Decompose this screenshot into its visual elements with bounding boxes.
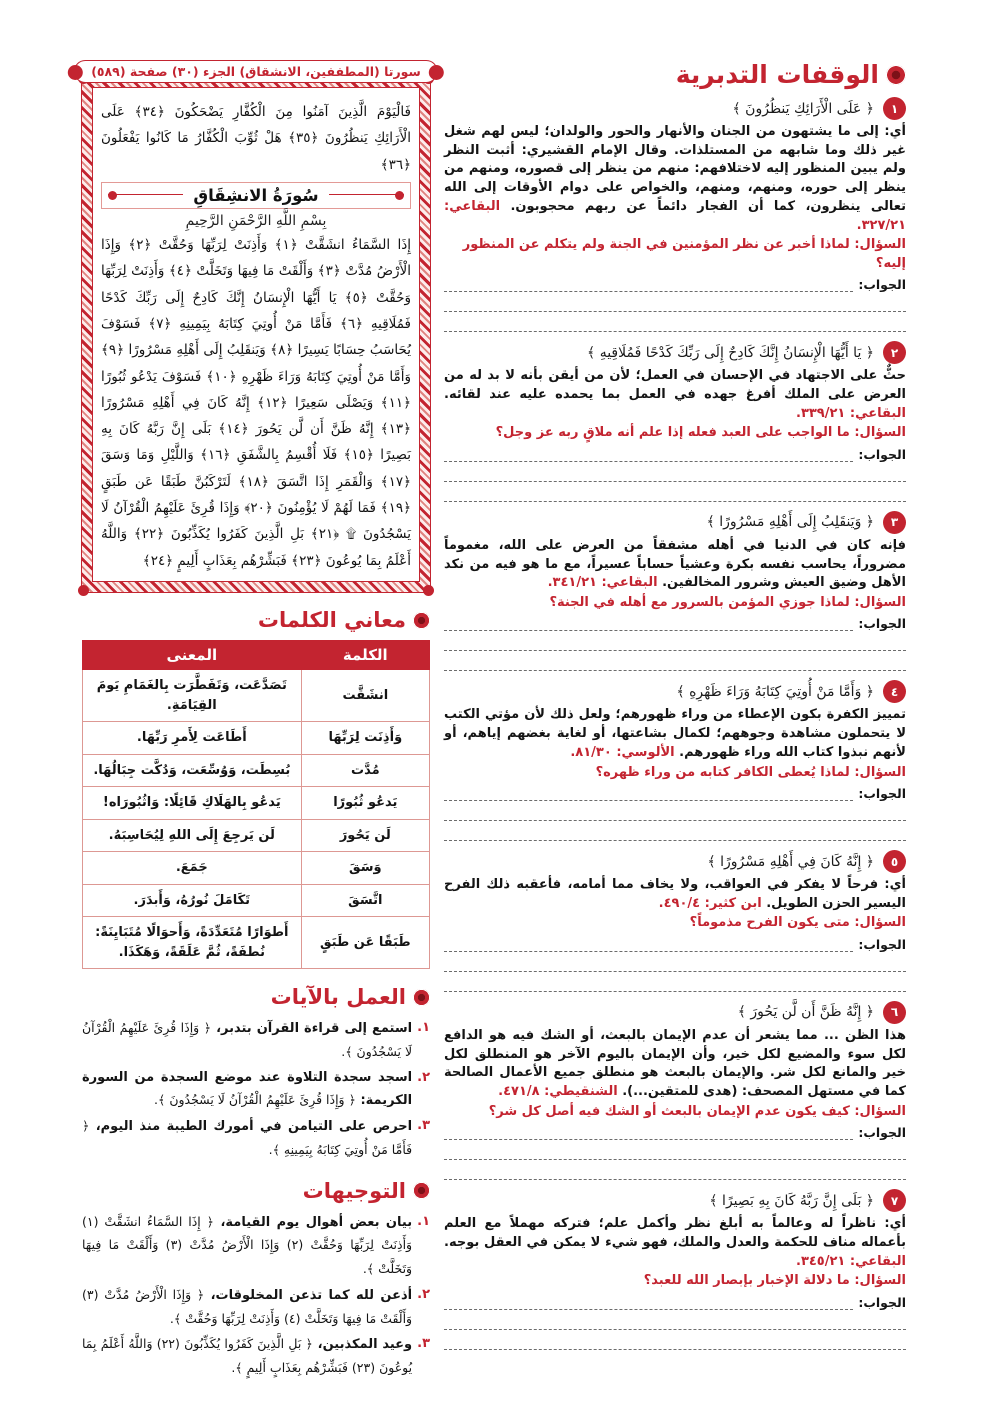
answer-line — [444, 821, 906, 841]
stop-header — [444, 1189, 906, 1212]
answer-line — [444, 651, 906, 671]
stops-list — [444, 97, 906, 1350]
stop-item — [444, 1001, 906, 1180]
flourish-ornament-icon — [108, 189, 183, 201]
list-item — [82, 1333, 430, 1381]
stop-item — [444, 97, 906, 332]
source-ref: الألوسي: ٨١/٣٠. — [570, 744, 675, 760]
list-item — [82, 1115, 430, 1163]
answer-line — [444, 787, 853, 801]
word-cell: يَدعُو ثُبُورًا — [301, 787, 429, 820]
answer-line — [444, 292, 906, 312]
list-item-text — [82, 1067, 412, 1114]
surah-title-band — [101, 182, 411, 209]
list-item-body: وعيد المكذبين، — [317, 1337, 413, 1353]
stop-commentary — [444, 1027, 906, 1102]
stop-quote: ﴿ عَلَى الْأَرَائِكِ يَنظُرُونَ ﴾ — [732, 100, 874, 117]
stop-item — [444, 511, 906, 672]
answer-line — [444, 1310, 906, 1330]
stop-quote: ﴿ إِنَّهُ ظَنَّ أَن لَّن يَحُورَ ﴾ — [737, 1004, 874, 1021]
stop-quote: ﴿ وَيَنقَلِبُ إِلَى أَهْلِهِ مَسْرُورًا ﴾ — [706, 514, 874, 531]
stop-header — [444, 511, 906, 534]
stop-commentary — [444, 1215, 906, 1271]
stop-commentary — [444, 367, 906, 423]
question-text: السؤال: ما دلالة الإخبار بإبصار الله للعبد؟ — [643, 1273, 906, 1289]
commentary-text: أي: إلى ما يشتهون من الجنان والأنهار والحور والولدان؛ ليس لهم شغل غير ذلك وما شابهه من المستلذات. وقال الإمام القشيري: أثبت النظر ولم يبين المنظور إليه لاختلافهم: منهم من ينظر إلى قصوره، ومنهم من ينظر إلى حوره، ومنهم، ومنهم، والخواص على دوام الأوقات إلى الله تعالى ينظرون، كما أن الفجار دائماً عن ربهم محجوبون. — [444, 124, 906, 214]
stop-number-badge: ٧ — [883, 1189, 906, 1212]
list-item-quote: ﴿ وَإِذَا قُرِئَ عَلَيْهِمُ الْقُرْآنُ لَا يَسْجُدُونَ ﴾. — [82, 1020, 413, 1059]
list-item-number: ٣. — [417, 1118, 430, 1133]
stop-number-badge: ٦ — [883, 1001, 906, 1024]
basmala: بِسْمِ اللَّهِ الرَّحْمَنِ الرَّحِيمِ — [185, 212, 327, 229]
source-ref: الشنقيطي: ٤٧١/٨. — [498, 1084, 618, 1100]
meaning-cell: بُسِطَت، وَوُسِّعَت، وَدُكَّت جِبَالُهَا. — [83, 754, 302, 787]
list-item-quote: ﴿ وَإِذَا قُرِئَ عَلَيْهِمُ الْقُرْآنُ لَا يَسْجُدُونَ ﴾. — [154, 1092, 356, 1108]
stop-item — [444, 680, 906, 841]
source-ref: البقاعي: ٣٣٩/٢١. — [795, 405, 906, 421]
word-cell: وَأَذِنَت لِرَبِّهَا — [301, 722, 429, 755]
answer-line — [444, 448, 853, 462]
stop-number-badge: ٢ — [883, 341, 906, 364]
stop-item — [444, 1189, 906, 1350]
meaning-cell: تَصَدَّعَت، وَتَفَطَّرَت بِالغَمَامِ يَومَ القِيَامَةِ. — [83, 670, 302, 722]
frame-corner-dot — [423, 585, 434, 596]
question-text: السؤال: لماذا جوزي المؤمن بالسرور مع أهله في الجنة؟ — [549, 594, 906, 610]
source-ref: البقاعي: ٣٤١/٢١. — [547, 575, 658, 591]
answer-line — [444, 938, 853, 952]
left-column — [82, 60, 430, 1387]
answer-line — [444, 482, 906, 502]
source-ref: ابن كثير: ٤٩٠/٤. — [658, 895, 762, 911]
list-item — [82, 1017, 430, 1065]
answer-line — [444, 801, 906, 821]
stop-commentary — [444, 706, 906, 762]
word-cell: مُدَّت — [301, 754, 429, 787]
answer-line — [444, 952, 906, 972]
word-meanings-table — [82, 640, 430, 969]
stop-header — [444, 1001, 906, 1024]
answer-line — [444, 972, 906, 992]
answer-line — [444, 617, 853, 631]
word-cell: لَن يَحُورَ — [301, 819, 429, 852]
answer-row — [444, 1125, 906, 1140]
section-header-stops — [444, 60, 906, 89]
answer-line — [444, 1160, 906, 1180]
answer-row — [444, 447, 906, 462]
meaning-cell: يَدعُو بِالهَلَاكِ قَائِلًا: وَاثُبُورَاه! — [83, 787, 302, 820]
stop-commentary — [444, 876, 906, 913]
list-item-quote: ﴿ فَأَمَّا مَنْ أُوتِيَ كِتَابَهُ بِيَمِينِهِ ﴾. — [82, 1118, 413, 1157]
meaning-cell: جَمَعَ. — [83, 852, 302, 885]
table-row — [83, 722, 430, 755]
commentary-text: هذا الظن ... مما يشعر أن عدم الإيمان بالبعث، أو الشك فيه هو الدافع لكل سوء والمضيع لكل خير، وأن الإيمان باليوم الآخر هو المنطلق لكل خير والمانع لكل شر. والإيمان بالبعث هو منطلق جميع الأعمال الصالحة كما في مستهل المصحف: (هدى للمتقين...). — [444, 1027, 906, 1100]
commentary-text: حثٌّ على الاجتهاد في الإحسان في العمل؛ لأن من أيقن بأنه لا بد له من العرض على الملك أفرغ جهده في العمل بما يحمده عليه عند لقائه. — [444, 368, 906, 402]
answer-row — [444, 1295, 906, 1310]
question-text: السؤال: متى يكون الفرح مذموماً؟ — [689, 915, 906, 931]
stop-header — [444, 850, 906, 873]
meaning-cell: لَن يَرجِعَ إِلَى اللهِ لِيُحَاسِبَهُ. — [83, 819, 302, 852]
stop-commentary — [444, 537, 906, 593]
commentary-text: تمييز الكفرة بكون الإعطاء من وراء ظهورهم؛ ولعل ذلك لأن مؤتي الكتب لا يتحملون مشاهدة وجوههم؛ لكمال بشاعتها، أو لغاية بغضهم إياهم، أو لأنهم نبذوا كتاب الله وراء ظهورهم. — [444, 707, 906, 760]
list-item-text — [82, 1211, 412, 1282]
answer-label: الجواب: — [858, 277, 906, 293]
answer-label: الجواب: — [858, 616, 906, 632]
answer-line — [444, 1126, 853, 1140]
reflective-stops-section — [444, 60, 906, 1387]
table-row — [83, 884, 430, 917]
commentary-text: أي: فرحاً لا يفكر في العواقب، ولا يخاف مما أمامه، فأعقبه ذلك الفرح اليسير الحزن الطويل. — [444, 877, 906, 911]
frame-corner-dot — [78, 585, 89, 596]
list-item-body: أذعن لله كما تذعن المخلوقات، — [210, 1287, 413, 1303]
list-item-body: اسجد سجدة التلاوة عند موضع السجدة من السورة الكريمة: — [82, 1069, 413, 1109]
flourish-ornament-icon — [329, 189, 404, 201]
acting-list — [82, 1017, 430, 1163]
answer-label: الجواب: — [858, 786, 906, 802]
answer-label: الجواب: — [858, 1294, 906, 1310]
meaning-cell: أَطوَارًا مُتَعَدِّدَةً، وَأَحوَالًا مُتَبَايِنَةً: نُطفَةً، ثُمَّ عَلَقَةً، وَهَكَذَا. — [83, 917, 302, 969]
meaning-cell: تَكَامَلَ نُورُهُ، وَأَبدَرَ. — [83, 884, 302, 917]
stop-number-badge: ٤ — [883, 680, 906, 703]
word-cell: طَبَقًا عَن طَبَقٍ — [301, 917, 429, 969]
stop-number-badge: ٥ — [883, 850, 906, 873]
stop-item — [444, 341, 906, 502]
section-header-word-meanings — [82, 608, 430, 632]
stop-item — [444, 850, 906, 992]
commentary-text: فإنه كان في الدنيا في أهله مشفقاً من العرض على الله، مغموماً مضروراً، يحاسب نفسه بكرة وعشياً حساباً عسيراً، مع ما هو فيه من نكد الأهل وضيق العيش وشرور المخالفين. — [444, 537, 906, 591]
answer-row — [444, 937, 906, 952]
section-header-acting — [82, 985, 430, 1009]
section-title: الوقفات التدبرية — [675, 60, 879, 89]
list-item-text — [82, 1333, 412, 1381]
question-text: السؤال: لماذا يُعطى الكافر كتابه من وراء ظهره؟ — [595, 764, 906, 780]
list-item-number: ٢. — [417, 1286, 430, 1302]
quran-page-frame — [82, 64, 430, 592]
answer-row — [444, 616, 906, 631]
source-ref: البقاعي: ٣٢٧/٢١. — [444, 198, 906, 233]
answer-row — [444, 786, 906, 801]
source-ref: البقاعي: ٣٤٥/٢١. — [795, 1253, 906, 1269]
section-title: العمل بالآيات — [270, 985, 406, 1009]
list-item-quote: ﴿ وَإِذَا الْأَرْضُ مُدَّتْ (٣) وَأَلْقَتْ مَا فِيهَا وَتَخَلَّتْ (٤) وَأَذِنَتْ لِرَبِّهَا وَحُقَّتْ ﴾. — [82, 1286, 413, 1326]
question-text: السؤال: ما الواجب على العبد فعله إذا علم أنه ملاقٍ ربه عز وجل؟ — [495, 425, 906, 441]
guidance-section — [82, 1179, 430, 1381]
stop-number-badge: ٣ — [883, 511, 906, 534]
list-item-text — [82, 1284, 412, 1332]
rosette-icon — [413, 989, 430, 1006]
list-item-number: ١. — [417, 1213, 430, 1229]
list-item-text — [82, 1017, 412, 1065]
answer-row — [444, 277, 906, 292]
guidance-list — [82, 1211, 430, 1381]
list-item — [82, 1284, 430, 1332]
stop-commentary — [444, 123, 906, 235]
mushaf-opening-lines: فَالْيَوْمَ الَّذِينَ آمَنُوا مِنَ الْكُفَّارِ يَضْحَكُونَ ﴿٣٤﴾ عَلَى الْأَرَائِكِ يَنظُرُونَ ﴿٣٥﴾ هَلْ ثُوِّبَ الْكُفَّارُ مَا كَانُوا يَفْعَلُونَ ﴿٣٦﴾ — [101, 104, 412, 173]
rosette-icon — [413, 1182, 430, 1199]
table-row — [83, 917, 430, 969]
list-item-body: احرص على التيامن في أمورك الطيبة منذ اليوم، — [95, 1119, 413, 1134]
table-header-word: الكلمة — [301, 641, 429, 670]
word-cell: وَسَقَ — [301, 852, 429, 885]
list-item-number: ١. — [417, 1020, 430, 1035]
answer-line — [444, 1296, 853, 1310]
answer-label: الجواب: — [858, 1125, 906, 1141]
stop-header — [444, 680, 906, 703]
stop-header — [444, 341, 906, 364]
answer-label: الجواب: — [858, 936, 906, 952]
mushaf-verses: إِذَا السَّمَاءُ انشَقَّتْ ﴿١﴾ وَأَذِنَتْ لِرَبِّهَا وَحُقَّتْ ﴿٢﴾ وَإِذَا الْأَرْضُ مُدَّتْ ﴿٣﴾ وَأَلْقَتْ مَا فِيهَا وَتَخَلَّتْ ﴿٤﴾ وَأَذِنَتْ لِرَبِّهَا وَحُقَّتْ ﴿٥﴾ يَا أَيُّهَا الْإِنسَانُ إِنَّكَ كَادِحٌ إِلَى رَبِّكَ كَدْحًا فَمُلَاقِيهِ ﴿٦﴾ فَأَمَّا مَنْ أُوتِيَ كِتَابَهُ بِيَمِينِهِ ﴿٧﴾ فَسَوْفَ يُحَاسَبُ حِسَابًا يَسِيرًا ﴿٨﴾ وَيَنقَلِبُ إِلَى أَهْلِهِ مَسْرُورًا ﴿٩﴾ وَأَمَّا مَنْ أُوتِيَ كِتَابَهُ وَرَاءَ ظَهْرِهِ ﴿١٠﴾ فَسَوْفَ يَدْعُو ثُبُورًا ﴿١١﴾ وَيَصْلَى سَعِيرًا ﴿١٢﴾ إِنَّهُ كَانَ فِي أَهْلِهِ مَسْرُورًا ﴿١٣﴾ إِنَّهُ ظَنَّ أَن لَّن يَحُورَ ﴿١٤﴾ بَلَى إِنَّ رَبَّهُ كَانَ بِهِ بَصِيرًا ﴿١٥﴾ فَلَا أُقْسِمُ بِالشَّفَقِ ﴿١٦﴾ وَاللَّيْلِ وَمَا وَسَقَ ﴿١٧﴾ وَالْقَمَرِ إِذَا اتَّسَقَ ﴿١٨﴾ لَتَرْكَبُنَّ طَبَقًا عَن طَبَقٍ ﴿١٩﴾ فَمَا لَهُمْ لَا يُؤْمِنُونَ ﴿٢٠﴾ وَإِذَا قُرِئَ عَلَيْهِمُ الْقُرْآنُ لَا يَسْجُدُونَ ۩ ﴿٢١﴾ بَلِ الَّذِينَ كَفَرُوا يُكَذِّبُونَ ﴿٢٢﴾ وَاللَّهُ أَعْلَمُ بِمَا يُوعُونَ ﴿٢٣﴾ فَبَشِّرْهُم بِعَذَابٍ أَلِيمٍ ﴿٢٤﴾ — [101, 236, 412, 569]
list-item — [82, 1067, 430, 1114]
answer-line — [444, 1140, 906, 1160]
rosette-icon — [886, 65, 906, 85]
list-item-quote: ﴿ بَلِ الَّذِينَ كَفَرُوا يُكَذِّبُونَ (٢٢) وَاللَّهُ أَعْلَمُ بِمَا يُوعُونَ (٢٣) فَبَشِّرْهُم بِعَذَابٍ أَلِيمٍ ﴾. — [82, 1336, 413, 1375]
acting-on-verses-section — [82, 985, 430, 1163]
surah-title: سُورَةُ الانشِقَاقِ — [193, 185, 319, 205]
word-meanings-section — [82, 608, 430, 969]
question-text: السؤال: لماذا أخبر عن نظر المؤمنين في الجنة ولم يتكلم عن المنظور إليه؟ — [462, 237, 906, 271]
surah-page-badge: سورتا (المطففين، الانشقاق) الجزء (٣٠) صفحة (٥٨٩) — [74, 60, 438, 83]
stop-quote: ﴿ يَا أَيُّهَا الْإِنسَانُ إِنَّكَ كَادِحٌ إِلَى رَبِّكَ كَدْحًا فَمُلَاقِيهِ ﴾ — [587, 344, 874, 361]
meaning-cell: أَطَاعَت لِأَمرِ رَبِّهَا. — [83, 722, 302, 755]
table-row — [83, 787, 430, 820]
rosette-icon — [413, 612, 430, 629]
stop-number-badge: ١ — [883, 97, 906, 120]
section-header-guidance — [82, 1179, 430, 1203]
word-cell: اتَّسَقَ — [301, 884, 429, 917]
answer-line — [444, 312, 906, 332]
stop-header — [444, 97, 906, 120]
question-text: السؤال: كيف يكون عدم الإيمان بالبعث أو الشك فيه أصل كل شر؟ — [488, 1103, 906, 1119]
answer-label: الجواب: — [858, 446, 906, 462]
stop-quote: ﴿ بَلَى إِنَّ رَبَّهُ كَانَ بِهِ بَصِيرًا ﴾ — [709, 1192, 874, 1209]
commentary-text: أي: ناظراً له وعالماً به أبلغ نظر وأكمل علم؛ فتركه مهملاً مع العلم بأعماله مناف للحكمة والعدل والملك، فهو شيء لا يمكن في العقل بوجه. — [444, 1216, 906, 1250]
list-item-quote: ﴿ إِذَا السَّمَاءُ انشَقَّتْ (١) وَأَذِنَتْ لِرَبِّهَا وَحُقَّتْ (٢) وَإِذَا الْأَرْضُ مُدَّتْ (٣) وَأَلْقَتْ مَا فِيهَا وَتَخَلَّتْ ﴾. — [82, 1213, 413, 1276]
answer-line — [444, 462, 906, 482]
stop-quote: ﴿ وَأَمَّا مَنْ أُوتِيَ كِتَابَهُ وَرَاءَ ظَهْرِهِ ﴾ — [676, 683, 874, 700]
table-row — [83, 670, 430, 722]
table-header-meaning: المعنى — [83, 641, 302, 670]
list-item-text — [82, 1115, 412, 1163]
section-title: التوجيهات — [302, 1178, 406, 1203]
list-item-body: استمع إلى قراءة القرآن بتدبر، — [216, 1021, 413, 1036]
word-cell: انشَقَّت — [301, 670, 429, 722]
table-row — [83, 819, 430, 852]
list-item-number: ٣. — [417, 1336, 430, 1352]
table-row — [83, 852, 430, 885]
section-title: معاني الكلمات — [257, 608, 406, 632]
answer-line — [444, 631, 906, 651]
list-item — [82, 1211, 430, 1282]
answer-line — [444, 1330, 906, 1350]
list-item-number: ٢. — [417, 1069, 430, 1085]
stop-quote: ﴿ إِنَّهُ كَانَ فِي أَهْلِهِ مَسْرُورًا ﴾ — [707, 853, 874, 870]
answer-line — [444, 278, 853, 292]
table-row — [83, 754, 430, 787]
list-item-body: بيان بعض أهوال يوم القيامة، — [220, 1214, 413, 1230]
